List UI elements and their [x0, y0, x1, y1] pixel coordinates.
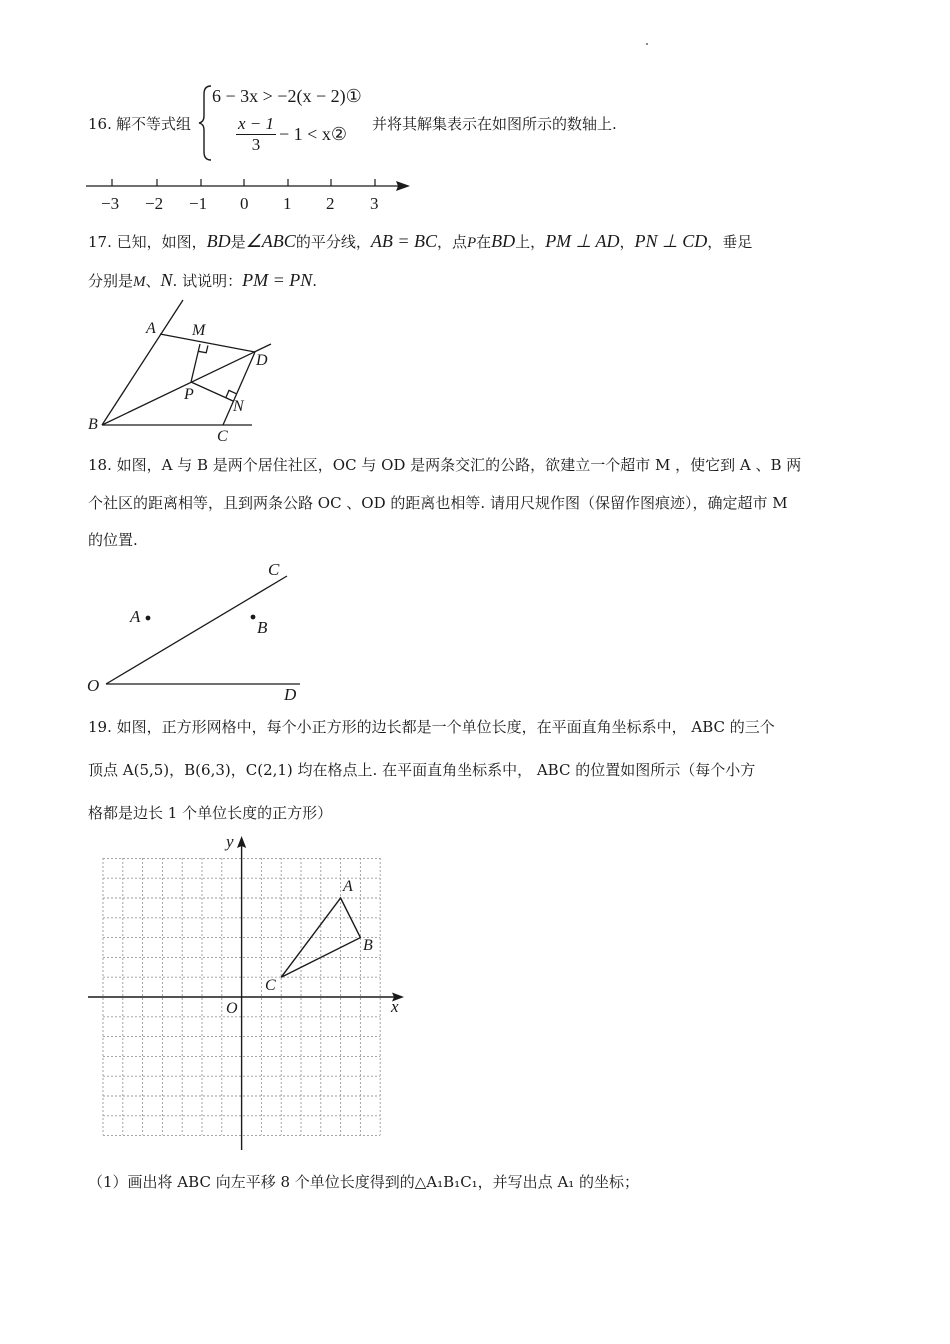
vertex-label-c: C [265, 977, 276, 994]
text: ，垂足 [707, 233, 753, 251]
tick-label: 0 [240, 194, 249, 213]
fig18-label-b: B [257, 618, 268, 637]
text: ， [619, 233, 635, 251]
math-bd: BD [491, 231, 516, 251]
tick-label: 1 [283, 194, 292, 213]
q18-line-2: 个社区的距离相等，且到两条公路 OC 、OD 的距离也相等. 请用尺规作图（保留作图痕迹），确定超市 M [88, 494, 788, 512]
fig17-label-n: N [233, 398, 244, 415]
fig18-label-c: C [268, 560, 280, 579]
point-b [251, 615, 256, 620]
fraction [236, 114, 276, 155]
arrow-right-icon [396, 181, 410, 191]
tick-label: 3 [370, 194, 379, 213]
ineq2-rest: − 1 < x [279, 124, 331, 144]
q17-figure [80, 295, 300, 450]
math-m: M [133, 274, 146, 290]
fig18-label-a: A [130, 607, 141, 626]
tick-label: −3 [101, 194, 120, 213]
q18-figure [80, 555, 320, 705]
q16-inequality-1 [212, 86, 362, 107]
fig17-label-p: P [184, 386, 194, 403]
number-line [80, 172, 420, 220]
q16-tail: 并将其解集表示在如图所示的数轴上. [372, 115, 617, 133]
q19-line-1: 19. 如图，正方形网格中，每个小正方形的边长都是一个单位长度，在平面直角坐标系中， ABC 的三个 [88, 718, 775, 736]
fig17-label-b: B [88, 416, 98, 433]
axis-label-x: x [391, 997, 399, 1016]
fig17-label-m: M [192, 322, 206, 339]
text: . [312, 272, 318, 290]
fig18-label-d: D [284, 685, 297, 704]
text: 分别是 [88, 272, 134, 290]
text: 的平分线， [295, 233, 371, 251]
coordinate-grid [80, 830, 420, 1155]
fraction-numerator: x − 1 [238, 114, 275, 133]
math-eq: AB = BC [370, 231, 437, 251]
text: 在 [476, 233, 492, 251]
text: 已知，如图， [116, 233, 207, 251]
tick-label: −2 [145, 194, 164, 213]
ineq2-tag: ② [330, 124, 347, 144]
math-bd: BD [206, 231, 231, 251]
q18-line-3: 的位置. [88, 531, 138, 549]
math-n: N [160, 270, 173, 290]
vertex-label-a: A [343, 878, 353, 895]
text: 上， [515, 233, 546, 251]
fraction-denominator: 3 [251, 135, 261, 154]
fig18-label-o: O [87, 676, 100, 695]
tick-label: −1 [189, 194, 208, 213]
q17-line-2 [88, 270, 317, 292]
ineq1-tag: ① [345, 86, 362, 106]
text: . 试说明： [172, 272, 243, 290]
math-p: P [466, 235, 477, 251]
math-eq: PM = PN [242, 270, 313, 290]
q19-sub-question-1: （1）画出将 ABC 向左平移 8 个单位长度得到的△A₁B₁C₁，并写出点 A₁ 的坐标； [88, 1173, 640, 1191]
origin-label: O [226, 1000, 238, 1017]
axis-label-y: y [226, 832, 234, 851]
tick-label: 2 [326, 194, 335, 213]
q16-number: 16. [88, 115, 112, 133]
fig17-label-c: C [217, 428, 228, 445]
math-pm: PM ⊥ AD [545, 231, 620, 251]
fig17-label-a: A [146, 320, 156, 337]
math-pn: PN ⊥ CD [634, 231, 708, 251]
fig17-label-d: D [256, 352, 268, 369]
q19-line-3: 格都是边长 1 个单位长度的正方形） [88, 804, 333, 822]
text: 、 [145, 272, 161, 290]
q18-line-1: 18. 如图，A 与 B 是两个居住社区，OC 与 OD 是两条交汇的公路，欲建立一个超市 M ，使它到 A 、B 两 [88, 456, 802, 474]
vertex-label-b: B [363, 937, 373, 954]
page-marker [646, 43, 648, 45]
q16-lead: 解不等式组 [116, 115, 192, 133]
q17-number: 17. [88, 233, 112, 251]
text: 是 [230, 233, 246, 251]
math-angle: ∠ABC [245, 231, 296, 251]
q19-line-2: 顶点 A(5,5)，B(6,3)，C(2,1) 均在格点上. 在平面直角坐标系中， ABC 的位置如图所示（每个小方 [88, 761, 756, 779]
point-a [146, 616, 151, 621]
text: ，点 [436, 233, 467, 251]
q17-line-1 [88, 231, 752, 253]
ineq1-text: 6 − 3x > −2(x − 2) [212, 86, 346, 106]
q16-inequality-2 [236, 114, 347, 155]
